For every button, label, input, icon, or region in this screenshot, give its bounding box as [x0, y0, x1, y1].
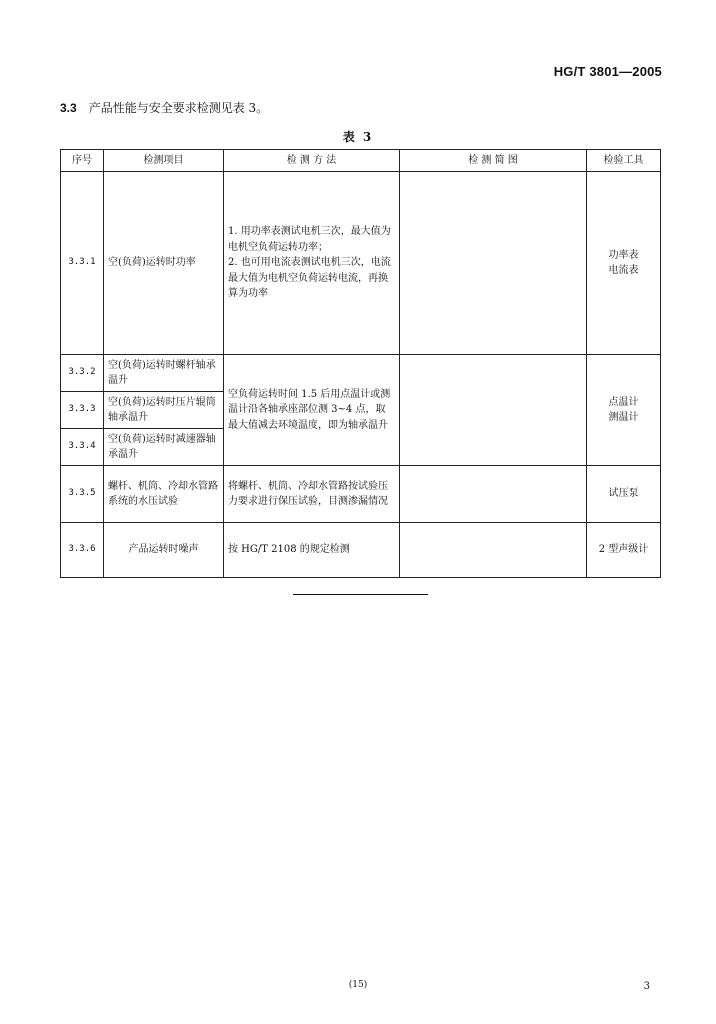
row-method: 1. 用功率表测试电机三次，最大值为电机空负荷运转功率； 2. 也可用电流表测试电机三次，电流最大值为电机空负荷运转电流，再换算为功率	[224, 172, 400, 355]
row-tool: 2 型声级计	[587, 523, 661, 578]
row-item: 空(负荷)运转时减速器轴承温升	[104, 429, 224, 466]
row-seq: 3.3.1	[61, 172, 104, 355]
col-header-diagram: 检 测 简 图	[400, 150, 587, 172]
table-row	[61, 466, 661, 523]
group-tool: 点温计 测温计	[587, 355, 661, 466]
table-row	[61, 172, 661, 355]
row-item: 空(负荷)运转时螺杆轴承温升	[104, 355, 224, 392]
end-of-table-rule	[293, 594, 428, 595]
col-header-method: 检 测 方 法	[224, 150, 400, 172]
row-diagram	[400, 523, 587, 578]
row-seq: 3.3.3	[61, 392, 104, 429]
section-number: 3.3	[60, 101, 77, 115]
table-row	[61, 523, 661, 578]
row-item: 螺杆、机筒、冷却水管路系统的水压试验	[104, 466, 224, 523]
row-method: 将螺杆、机筒、冷却水管路按试验压力要求进行保压试验，目测渗漏情况	[224, 466, 400, 523]
standard-code: HG/T 3801—2005	[553, 64, 662, 79]
row-tool: 功率表 电流表	[587, 172, 661, 355]
group-method: 空负荷运转时间 1.5 后用点温计或测温计沿各轴承座部位测 3~4 点，取最大值减去环境温度，即为轴承温升	[224, 355, 400, 466]
row-diagram	[400, 172, 587, 355]
row-seq: 3.3.6	[61, 523, 104, 578]
row-item: 空(负荷)运转时压片辊筒轴承温升	[104, 392, 224, 429]
section-heading	[60, 99, 268, 116]
table-title: 表 3	[342, 130, 374, 144]
row-method: 按 HG/T 2108 的规定检测	[224, 523, 400, 578]
row-item: 空(负荷)运转时功率	[104, 172, 224, 355]
row-seq: 3.3.4	[61, 429, 104, 466]
table-row	[61, 355, 661, 392]
inner-page-number: (15)	[348, 980, 368, 990]
col-header-item: 检测项目	[104, 150, 224, 172]
col-header-seq: 序号	[61, 150, 104, 172]
table-header-row	[61, 150, 661, 172]
section-text: 产品性能与安全要求检测见表 3。	[88, 101, 269, 115]
page-number: 3	[643, 981, 650, 992]
row-diagram	[400, 466, 587, 523]
row-item: 产品运转时噪声	[104, 523, 224, 578]
group-diagram	[400, 355, 587, 466]
col-header-tool: 检验工具	[587, 150, 661, 172]
row-seq: 3.3.2	[61, 355, 104, 392]
row-seq: 3.3.5	[61, 466, 104, 523]
row-tool: 试压泵	[587, 466, 661, 523]
inspection-table	[60, 149, 661, 578]
